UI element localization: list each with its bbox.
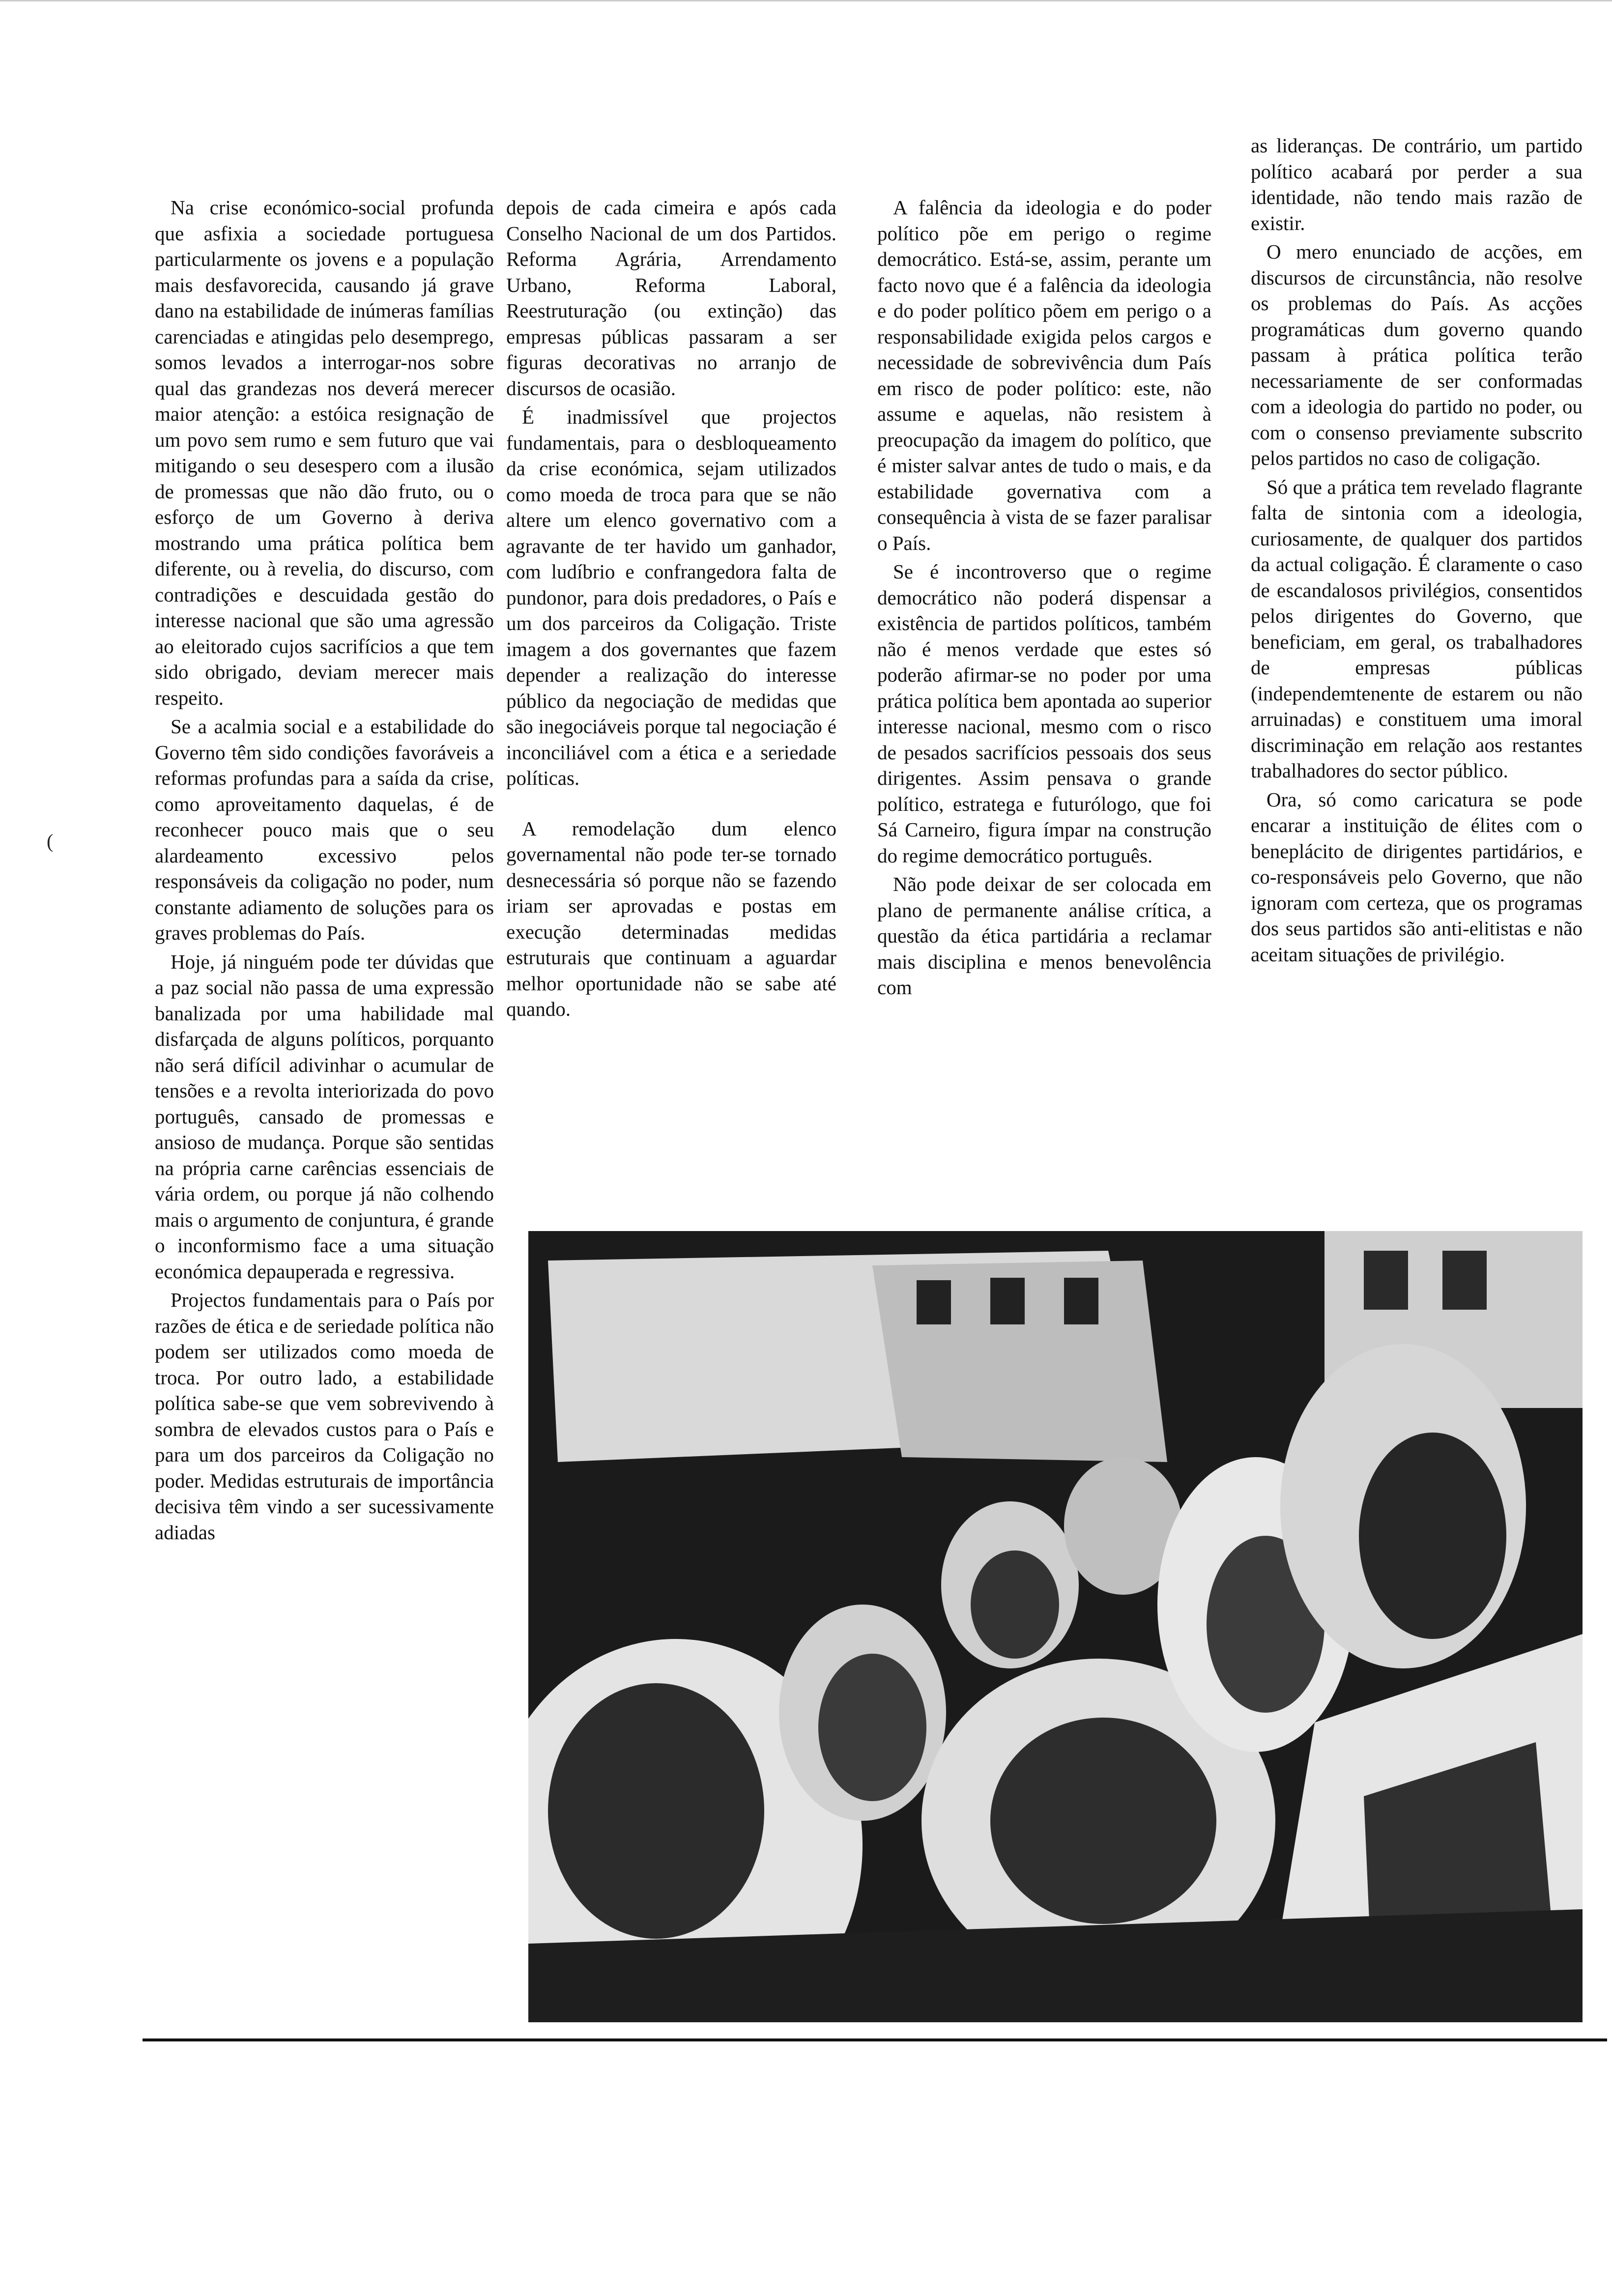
article-column-2 [506, 195, 836, 1022]
paragraph: as lideranças. De contrário, um partido político acabará por perder a sua identidade, não tendo mais razão de existir. [1251, 134, 1583, 234]
paragraph: Ora, só como caricatura se pode encarar a instituição de élites com o beneplácito de dirigentes partidários, e co-responsáveis pelo Governo, que não ignoram com certeza, que os programas dos seus partidos são anti-elitistas e não aceitam situações de privilégio. [1251, 788, 1583, 966]
margin-mark: ( [47, 830, 54, 852]
paragraph: A remodelação dum elenco governamental não pode ter-se tornado desnecessária só porque não se fazendo iriam ser aprovadas e postas em execução determinadas medidas estruturais que continuam a aguardar melhor oportunidade não se sabe até quando. [506, 817, 836, 1020]
paragraph: Se é incontroverso que o regime democrático não poderá dispensar a existência de partidos políticos, também não é menos verdade que estes só poderão afirmar-se no poder por uma prática política bem apontada ao superior interesse nacional, mesmo com o risco de pesados sacrifícios pessoais dos seus dirigentes. Assim pensava o grande político, estratega e futurólogo, que foi Sá Carneiro, figura ímpar na construção do regime democrático português. [877, 560, 1211, 867]
paragraph: Na crise económico-social profunda que asfixia a sociedade portuguesa particularmente os jovens e a população mais desfavorecida, causando já grave dano na estabilidade de inúmeras famílias carenciadas e atingidas pelo desemprego, somos levados a interrogar-nos sobre qual das grandezas nos deverá merecer maior atenção: a estóica resignação de um povo sem rumo e sem futuro que vai mitigando o seu desespero com a ilusão de promessas que não dão fruto, ou o esforço de um Governo à deriva mostrando uma prática política bem diferente, ou à revelia, do discurso, com contradições e descuidada gestão do interesse nacional que são uma agressão ao eleitorado cujos sacrifícios a que tem sido obrigado, deviam merecer mais respeito. [155, 196, 494, 709]
article-column-1 [155, 195, 494, 1545]
article-column-4 [1251, 133, 1583, 967]
article-column-3 [877, 195, 1211, 1001]
crowd-photograph [528, 1231, 1583, 2022]
paragraph: A falência da ideologia e do poder político põe em perigo o regime democrático. Está-se, assim, perante um facto novo que é a falência da ideologia e do poder político põem em perigo o a responsabilidade exigida pelos cargos e necessidade de sobrevivência dum País em risco de poder político: este, não assume e aquelas, não resistem à preocupação da imagem do político, que é mister salvar antes de tudo o mais, e da estabilidade governativa com a consequência à vista de se fazer paralisar o País. [877, 196, 1211, 554]
paragraph: O mero enunciado de acções, em discursos de circunstância, não resolve os problemas do País. As acções programáticas dum governo quando passam à prática política terão necessariamente de ser conformadas com a ideologia do partido no poder, ou com o consenso previamente subscrito pelos partidos no caso de coligação. [1251, 240, 1583, 469]
paragraph: Só que a prática tem revelado flagrante falta de sintonia com a ideologia, curiosamente, de qualquer dos partidos da actual coligação. É claramente o caso de escandalosos privilégios, consentidos pelos dirigentes do Governo, que beneficiam, em geral, os trabalhadores de empresas públicas (independemtenente de estarem ou não arruinadas) e constituem uma imoral discriminação em relação aos restantes trabalhadores do sector público. [1251, 475, 1583, 782]
paragraph: depois de cada cimeira e após cada Conselho Nacional de um dos Partidos. Reforma Agrária, Arrendamento Urbano, Reforma Laboral, Reestruturação (ou extinção) das empresas públicas passaram a ser figuras decorativas no arranjo de discursos de ocasião. [506, 196, 836, 400]
paragraph: Se a acalmia social e a estabilidade do Governo têm sido condições favoráveis a reformas profundas para a saída da crise, como aproveitamento daquelas, é de reconhecer pouco mais que o seu alardeamento excessivo pelos responsáveis da coligação no poder, num constante adiamento de soluções para os graves problemas do País. [155, 715, 494, 944]
top-scan-edge [0, 0, 1612, 1]
paragraph: Hoje, já ninguém pode ter dúvidas que a paz social não passa de uma expressão banalizada por uma habilidade mal disfarçada de alguns políticos, porquanto não será difícil adivinhar o acumular de tensões e a revolta interiorizada do povo português, cansado de promessas e ansioso de mudança. Porque são sentidas na própria carne carências essenciais de vária ordem, ou porque já não colhendo mais o argumento de conjuntura, é grande o inconformismo face a uma situação económica depauperada e regressiva. [155, 950, 494, 1283]
paragraph: É inadmissível que projectos fundamentais, para o desbloqueamento da crise económica, sejam utilizados como moeda de troca para que se não altere um elenco governativo com a agravante de ter havido um ganhador, com ludíbrio e confrangedora falta de pundonor, para dois predadores, o País e um dos parceiros da Coligação. Triste imagem a dos governantes que fazem depender a realização do interesse público da negociação de medidas que são inegociáveis porque tal negociação é inconciliável com a ética e a seriedade políticas. [506, 405, 836, 789]
page-divider-rule [143, 2038, 1607, 2041]
paragraph: Projectos fundamentais para o País por razões de ética e de seriedade política não podem ser utilizados como moeda de troca. Por outro lado, a estabilidade política sabe-se que vem sobrevivendo à sombra de elevados custos para o País e para um dos parceiros da Coligação no poder. Medidas estruturais de importância decisiva têm vindo a ser sucessivamente adiadas [155, 1289, 494, 1544]
paragraph: Não pode deixar de ser colocada em plano de permanente análise crítica, a questão da ética partidária a reclamar mais disciplina e menos benevolência com [877, 873, 1211, 999]
